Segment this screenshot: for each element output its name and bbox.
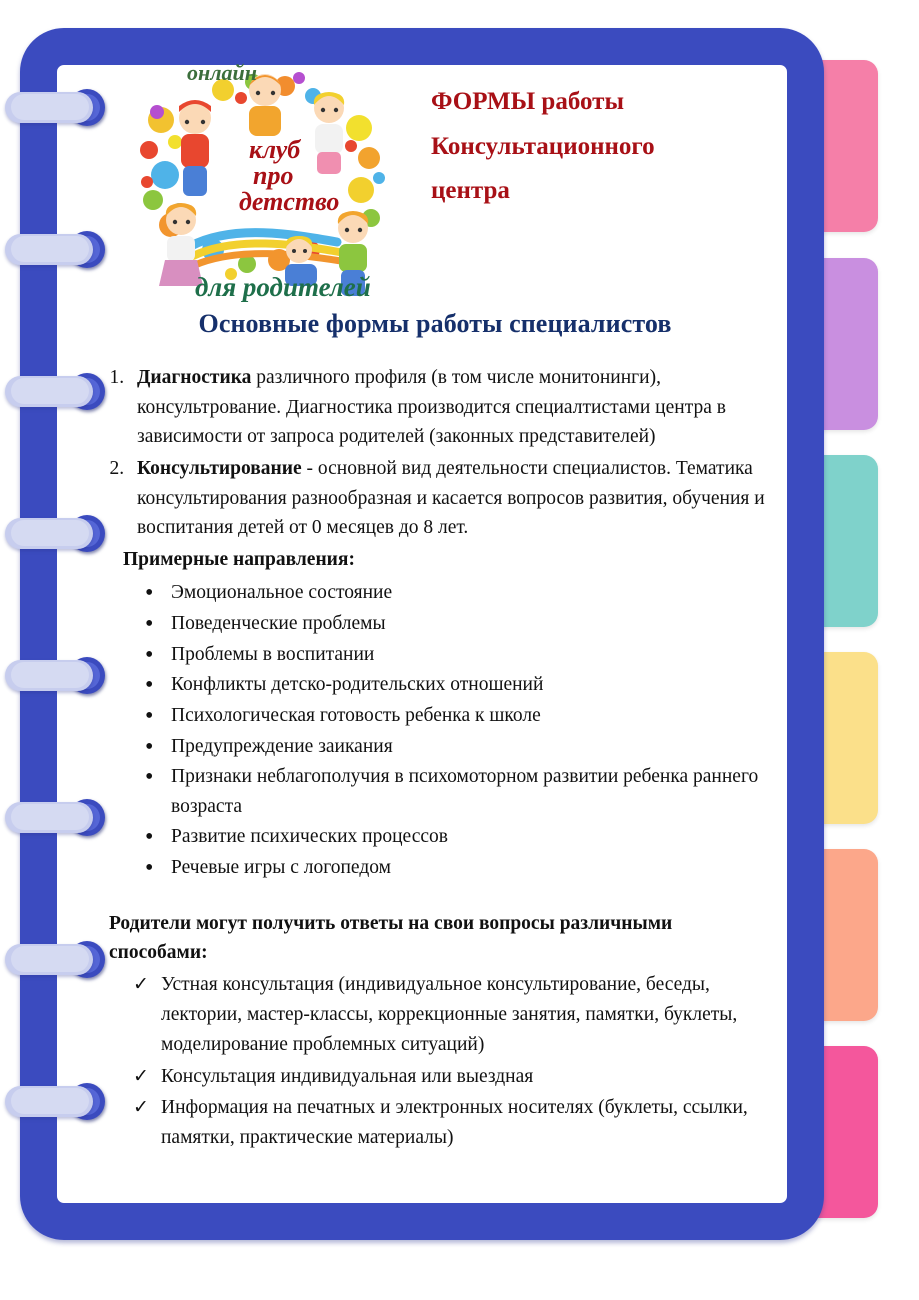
directions-list <box>101 578 775 882</box>
direction-item: • Эмоциональное состояние <box>143 578 775 608</box>
svg-text:про: про <box>253 161 294 190</box>
numbered-item-lead: Диагностика <box>137 367 252 388</box>
ways-heading: Родители могут получить ответы на свои вопросы различными способами: <box>109 912 673 964</box>
direction-item: • Развитие психических процессов <box>143 822 775 852</box>
way-item: ✓ Консультация индивидуальная или выездная <box>131 1062 775 1092</box>
direction-item: • Психологическая готовость ребенка к школе <box>143 701 775 731</box>
title-line-1: ФОРМЫ работы <box>431 88 624 115</box>
directions-heading: Примерные направления: <box>123 548 355 570</box>
title-line-3: центра <box>431 177 510 204</box>
numbered-item-lead: Консультирование <box>137 457 302 479</box>
direction-item: • Конфликты детско-родительских отношений <box>143 670 775 700</box>
direction-item: • Речевые игры с логопедом <box>143 853 775 883</box>
direction-item: • Проблемы в воспитании <box>143 640 775 670</box>
numbered-item-rest: различного профиля (в том числе монитонинги), консультрование. Диагностика производится специалтистами центра в зависимости от запроса родителей (законных представителей) <box>137 367 726 448</box>
header-row <box>75 50 775 305</box>
svg-text:для родителей: для родителей <box>195 272 371 302</box>
direction-item: • Признаки неблагополучия в психомоторном развитии ребенка раннего возраста <box>143 762 775 821</box>
way-item: ✓ Устная консультация (индивидуальное консультирование, беседы, лектории, мастер-классы, коррекционные занятия, памятки, буклеты, моделирование проблемных ситуаций) <box>131 970 775 1061</box>
body-text <box>101 363 775 1153</box>
poster-content <box>75 50 775 1154</box>
page-subtitle: Основные формы работы специалистов <box>198 309 672 338</box>
direction-item: • Поведенческие проблемы <box>143 609 775 639</box>
numbered-item-rest: - основной вид деятельности специалистов. Тематика консультирования разнообразная и касается вопросов развития, обучения и воспитания детей от 0 месяцев до 8 лет. <box>137 457 765 539</box>
svg-text:детство: детство <box>239 187 340 216</box>
page-title <box>431 50 655 214</box>
club-logo <box>113 50 413 305</box>
direction-item: • Предупреждение заикания <box>143 732 775 762</box>
numbered-list <box>101 363 775 543</box>
way-item: ✓ Информация на печатных и электронных носителях (буклеты, ссылки, памятки, практические материалы) <box>131 1093 775 1153</box>
numbered-list-item <box>129 454 775 543</box>
svg-text:онлайн: онлайн <box>187 60 257 85</box>
ways-list <box>101 970 775 1153</box>
title-line-2: Консультационного <box>431 132 655 160</box>
svg-text:клуб: клуб <box>249 135 301 164</box>
numbered-list-item <box>129 363 775 452</box>
